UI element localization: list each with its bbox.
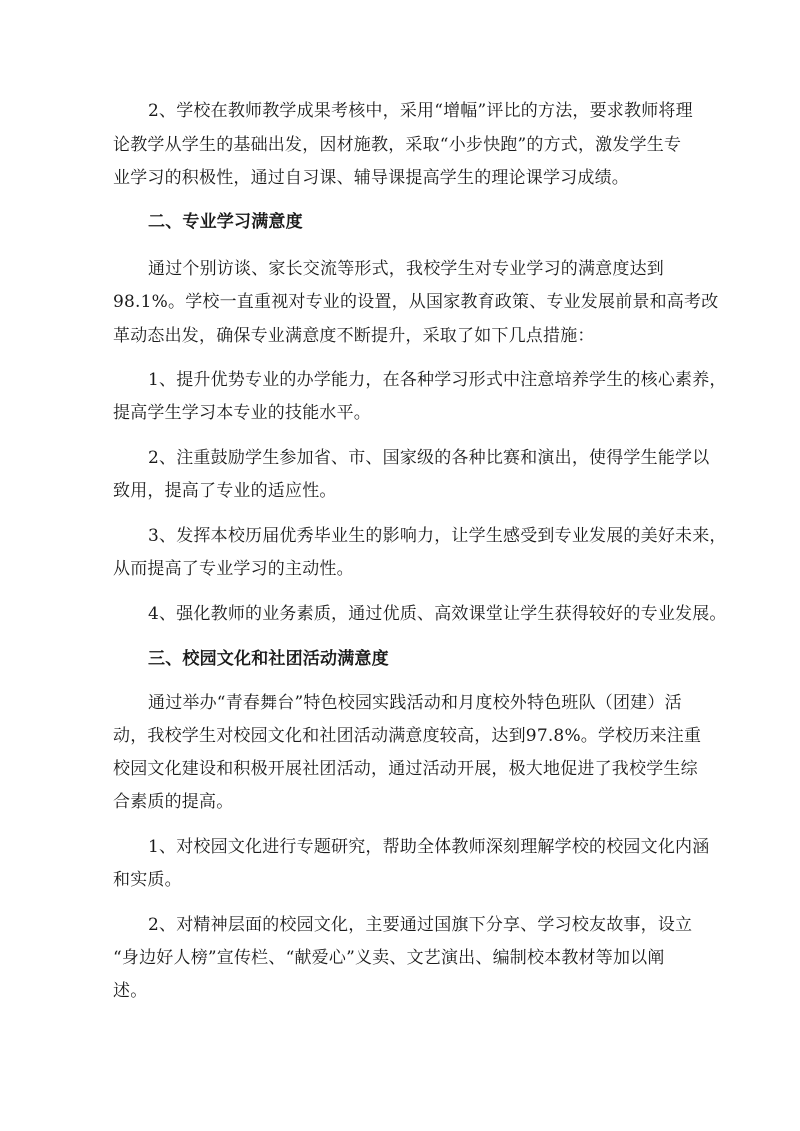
paragraph-line: 4、强化教师的业务素质，通过优质、高效课堂让学生获得较好的专业发展。: [148, 604, 727, 624]
paragraph-line: 动，我校学生对校园文化和社团活动满意度较高，达到97.8%。学校历来注重: [113, 726, 702, 746]
paragraph-line: 提高学生学习本专业的技能水平。: [113, 403, 371, 423]
paragraph-line: 从而提高了专业学习的主动性。: [113, 559, 354, 579]
paragraph-line: 校园文化建设和积极开展社团活动，通过活动开展，极大地促进了我校学生综: [113, 759, 698, 779]
paragraph-line: 论教学从学生的基础出发，因材施教，采取“小步快跑”的方式，激发学生专: [113, 135, 682, 155]
paragraph-line: 述。: [113, 981, 148, 1001]
paragraph-line: 3、发挥本校历届优秀毕业生的影响力，让学生感受到专业发展的美好未来，: [148, 526, 727, 546]
paragraph-line: 1、提升优势专业的办学能力，在各种学习形式中注意培养学生的核心素养，: [148, 370, 727, 390]
paragraph-line: 革动态出发，确保专业满意度不断提升，采取了如下几点措施：: [113, 326, 595, 346]
paragraph-line: 通过个别访谈、家长交流等形式，我校学生对专业学习的满意度达到: [148, 259, 664, 279]
paragraph-line: 致用，提高了专业的适应性。: [113, 481, 337, 501]
section-heading: 二、专业学习满意度: [148, 212, 303, 232]
paragraph-line: 通过举办“青春舞台”特色校园实践活动和月度校外特色班队（团建）活: [148, 693, 682, 713]
paragraph-line: 98.1%。学校一直重视对专业的设置，从国家教育政策、专业发展前景和高考改: [113, 292, 719, 312]
paragraph-line: 2、对精神层面的校园文化，主要通过国旗下分享、学习校友故事，设立: [148, 915, 693, 935]
paragraph-line: 和实质。: [113, 870, 182, 890]
paragraph-line: “身边好人榜”宣传栏、“献爱心”义卖、文艺演出、编制校本教材等加以阐: [113, 948, 665, 968]
paragraph-line: 合素质的提高。: [113, 792, 234, 812]
section-heading: 三、校园文化和社团活动满意度: [148, 649, 389, 669]
paragraph-line: 业学习的积极性，通过自习课、辅导课提高学生的理论课学习成绩。: [113, 168, 629, 188]
paragraph-line: 1、对校园文化进行专题研究，帮助全体教师深刻理解学校的校园文化内涵: [148, 837, 710, 857]
paragraph-line: 2、学校在教师教学成果考核中，采用“增幅”评比的方法，要求教师将理: [148, 101, 693, 121]
paragraph-line: 2、注重鼓励学生参加省、市、国家级的各种比赛和演出，使得学生能学以: [148, 448, 710, 468]
